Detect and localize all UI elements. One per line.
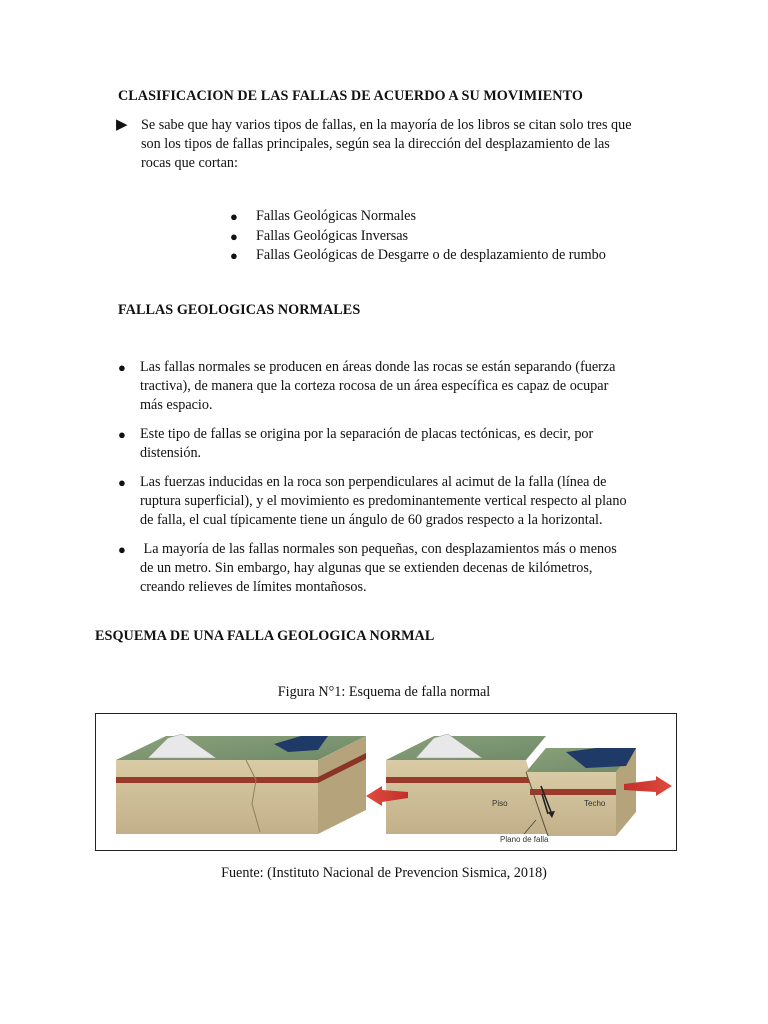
figure-caption: Figura N°1: Esquema de falla normal: [277, 684, 491, 700]
figure-source: Fuente: (Instituto Nacional de Prevencion Sismica, 2018): [221, 865, 547, 881]
classification-paragraph: [141, 116, 632, 173]
bullet-icon: ●: [230, 228, 238, 244]
list-item: ● Las fallas normales se producen en áreas donde las rocas se están separando (fuerza tractiva), de manera que la corteza rocosa de un área específica es capaz de ocupar más espacio.: [118, 359, 616, 413]
schema-title: ESQUEMA DE UNA FALLA GEOLOGICA NORMAL: [95, 628, 435, 644]
arrow-bullet-icon: ▶: [116, 117, 128, 133]
block-left: [116, 734, 366, 834]
block-right-footwall: [386, 734, 548, 834]
label-techo: Techo: [584, 799, 606, 808]
bullet-icon: ●: [118, 360, 126, 375]
paragraph-line: rocas que cortan:: [141, 155, 238, 171]
fault-diagram-illustration: [96, 714, 676, 850]
list-item: ● Fallas Geológicas Normales: [230, 207, 606, 227]
label-piso: Piso: [492, 799, 508, 808]
bullet-icon: ●: [118, 475, 126, 490]
list-item: ● Este tipo de fallas se origina por la separación de placas tectónicas, es decir, por distensión.: [118, 426, 594, 461]
bullet-icon: ●: [230, 209, 238, 224]
list-item: ● La mayoría de las fallas normales son pequeñas, con desplazamientos más o menos de un metro. Sin embargo, hay algunas que se extienden decenas de kilómetros, creando relieves de límites montañosos.: [118, 541, 617, 595]
bullet-icon: ●: [118, 542, 126, 557]
paragraph-line: Se sabe que hay varios tipos de fallas, en la mayoría de los libros se citan solo tres que: [141, 117, 632, 133]
list-item: ● Las fuerzas inducidas en la roca son perpendiculares al acimut de la falla (línea de ruptura superficial), y el movimiento es predominantemente vertical respecto al plano de falla, el cual típicamente tiene un ángulo de 60 grados respecto a la horizontal.: [118, 474, 627, 528]
normal-faults-bullets: [118, 358, 678, 597]
figure-frame: [95, 713, 677, 851]
paragraph-line: son los tipos de fallas principales, según sea la dirección del desplazamiento de las: [141, 136, 610, 152]
bullet-icon: ●: [118, 427, 126, 442]
fault-types-list: [230, 207, 606, 266]
normal-faults-title: FALLAS GEOLOGICAS NORMALES: [118, 302, 361, 318]
list-item: ● Fallas Geológicas de Desgarre o de desplazamiento de rumbo: [230, 246, 606, 266]
bullet-icon: ●: [230, 248, 238, 263]
classification-title: CLASIFICACION DE LAS FALLAS DE ACUERDO A SU MOVIMIENTO: [118, 88, 583, 104]
list-item: ● Fallas Geológicas Inversas: [230, 227, 606, 247]
label-plano-de-falla: Plano de falla: [500, 835, 549, 844]
